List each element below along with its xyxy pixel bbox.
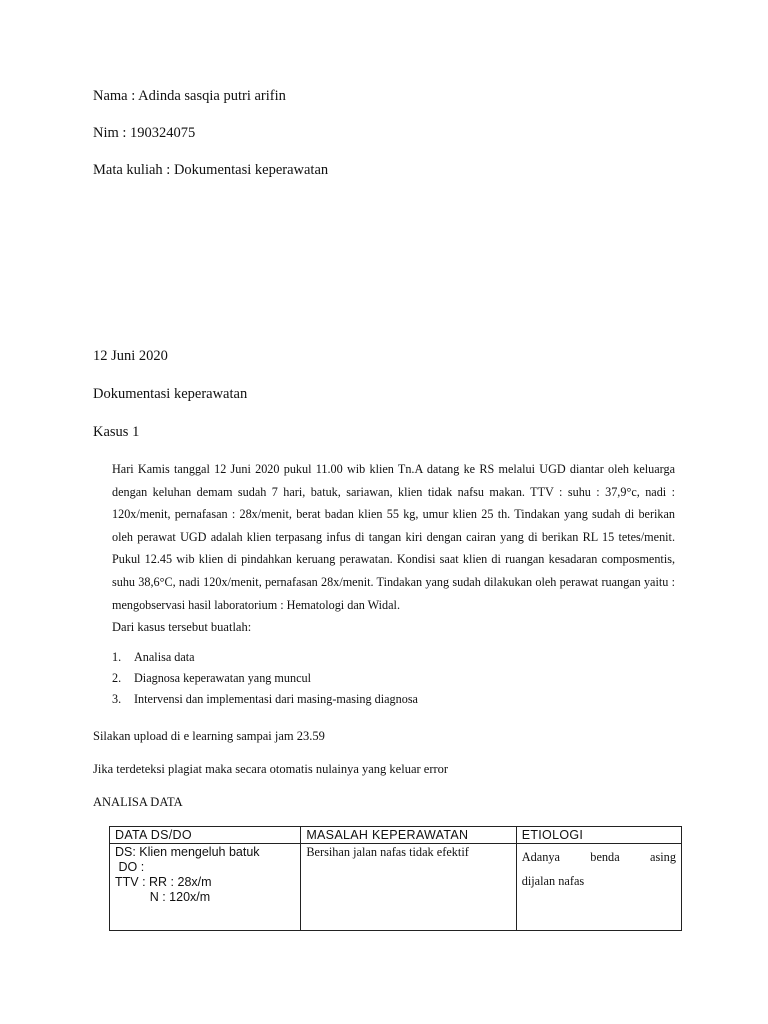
etiologi-word: asing	[650, 850, 676, 864]
do-line: DO :	[115, 860, 145, 874]
document-title: Dokumentasi keperawatan	[93, 386, 248, 402]
table-cell-masalah: Bersihan jalan nafas tidak efektif	[301, 844, 516, 931]
etiologi-word: benda	[590, 850, 620, 864]
ds-line: DS: Klien mengeluh batuk	[115, 845, 260, 859]
case-title: Kasus 1	[93, 424, 140, 440]
etiologi-word: Adanya	[521, 850, 560, 864]
table-cell-data	[110, 844, 301, 931]
list-item-number: 2.	[112, 671, 122, 685]
ttv-n-line: N : 120x/m	[115, 890, 211, 904]
table-header-data: DATA DS/DO	[110, 827, 301, 844]
table-cell-etiologi	[516, 844, 681, 931]
task-intro: Dari kasus tersebut buatlah:	[112, 620, 252, 634]
etiologi-line-2: dijalan nafas	[521, 874, 585, 888]
case-description	[112, 458, 675, 616]
analysis-table	[109, 826, 682, 931]
table-header-row	[110, 827, 682, 844]
analysis-title: ANALISA DATA	[93, 795, 183, 809]
table-header-masalah: MASALAH KEPERAWATAN	[301, 827, 516, 844]
student-nim: Nim : 190324075	[93, 125, 196, 141]
case-text: Hari Kamis tanggal 12 Juni 2020 pukul 11.00 wib klien Tn.A datang ke RS melalui UGD diantar oleh keluarga dengan keluhan demam sudah 7 hari, batuk, sariawan, klien tidak nafsu makan. TTV : suhu : 37,9°c, nadi : 120x/menit, pernafasan : 28x/menit, berat badan klien 55 kg, umur klien 25 th. Tindakan yang sudah di berikan oleh perawat UGD adalah klien terpasang infus di tangan kiri dengan cairan yang di berikan RL 15 tetes/menit. Pukul 12.45 wib klien di pindahkan keruang perawatan. Kondisi saat klien di ruangan kesadaran composmentis, suhu 38,6°C, nadi 120x/menit, pernafasan 28x/menit. Tindakan yang sudah dilakukan oleh perawat ruangan yaitu : mengobservasi hasil laboratorium : Hematologi dan Widal.	[112, 462, 675, 612]
student-name: Nama : Adinda sasqia putri arifin	[93, 88, 286, 104]
document-date: 12 Juni 2020	[93, 348, 168, 364]
list-item-text: Analisa data	[134, 650, 195, 664]
list-item-number: 3.	[112, 692, 122, 706]
list-item-text: Intervensi dan implementasi dari masing-masing diagnosa	[134, 692, 418, 706]
ttv-rr-line: TTV : RR : 28x/m	[115, 875, 212, 889]
list-item-number: 1.	[112, 650, 122, 664]
table-row	[110, 844, 682, 931]
course-name: Mata kuliah : Dokumentasi keperawatan	[93, 162, 329, 178]
list-item-text: Diagnosa keperawatan yang muncul	[134, 671, 311, 685]
plagiarism-note: Jika terdeteksi plagiat maka secara otomatis nulainya yang keluar error	[93, 762, 449, 776]
table-header-etiologi: ETIOLOGI	[516, 827, 681, 844]
upload-note: Silakan upload di e learning sampai jam 23.59	[93, 729, 325, 743]
etiologi-line-1	[522, 845, 676, 869]
